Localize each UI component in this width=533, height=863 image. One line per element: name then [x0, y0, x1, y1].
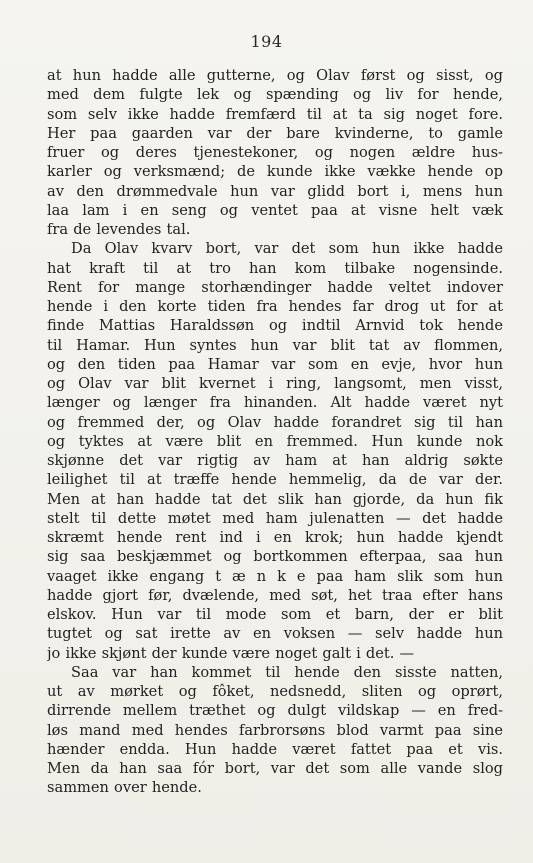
text-line: løs mand med hendes farbrorsøns blod varmt paa sine	[47, 721, 503, 739]
text-line: fra de levendes tal.	[47, 221, 191, 238]
text-line: skjønne det var rigtig av ham at han aldrig søkte	[47, 452, 503, 469]
text-line: og Olav var blit kvernet i ring, langsomt, men visst,	[47, 375, 503, 392]
page-number: 194	[250, 32, 283, 51]
text-line: Saa var han kommet til hende den sisste natten,	[71, 663, 503, 681]
body-text	[47, 66, 503, 798]
text-line: og fremmed der, og Olav hadde forandret sig til han	[47, 413, 503, 431]
text-line: Rent for mange storhændinger hadde veltet indover	[47, 278, 503, 296]
text-line: tugtet og sat irette av en voksen — selv hadde hun	[47, 625, 503, 643]
text-line: til Hamar. Hun syntes hun var blit tat av flommen,	[47, 336, 503, 354]
text-line: Da Olav kvarv bort, var det som hun ikke hadde	[71, 240, 503, 258]
text-line: hende i den korte tiden fra hendes far drog ut for at	[47, 298, 503, 315]
text-line: og den tiden paa Hamar var som en evje, hvor hun	[47, 355, 503, 373]
text-line: fruer og deres tjenestekoner, og nogen ældre hus-	[47, 144, 503, 161]
text-line: laa lam i en seng og ventet paa at visne helt væk	[47, 201, 503, 219]
text-line: og tyktes at være blit en fremmed. Hun kunde nok	[47, 432, 503, 450]
text-line: finde Mattias Haraldssøn og indtil Arnvid tok hende	[47, 317, 503, 335]
text-line: at hun hadde alle gutterne, og Olav først og sisst, og	[47, 67, 503, 84]
text-line: leilighet til at træffe hende hemmelig, da de var der.	[47, 471, 503, 489]
text-line: hat kraft til at tro han kom tilbake nogensinde.	[47, 259, 503, 277]
text-line: vaaget ikke engang t æ n k e paa ham slik som hun	[47, 567, 503, 585]
text-line: karler og verksmænd; de kunde ikke vække hende op	[47, 163, 503, 181]
text-line: sig saa beskjæmmet og bortkommen efterpaa, saa hun	[47, 548, 503, 566]
text-line: stelt til dette møtet med ham julenatten — det hadde	[47, 509, 503, 527]
text-line: jo ikke skjønt der kunde være noget galt i det. —	[47, 644, 415, 662]
text-line: med dem fulgte lek og spænding og liv for hende,	[47, 86, 503, 104]
text-line: dirrende mellem træthet og dulgt vildskap — en fred-	[47, 702, 503, 720]
text-line: længer og længer fra hinanden. Alt hadde været nyt	[47, 394, 503, 412]
text-line: elskov. Hun var til mode som et barn, der er blit	[47, 606, 503, 623]
text-line: av den drømmedvale hun var glidd bort i, mens hun	[47, 182, 503, 200]
text-line: Men at han hadde tat det slik han gjorde, da hun fik	[47, 490, 503, 508]
text-line: som selv ikke hadde fremfærd til at ta sig noget fore.	[47, 105, 503, 123]
text-line: Men da han saa fór bort, var det som alle vande slog	[47, 760, 503, 777]
text-line: hadde gjort før, dvælende, med søt, het traa efter hans	[47, 586, 503, 604]
text-line: sammen over hende.	[47, 779, 202, 797]
text-line: skræmt hende rent ind i en krok; hun hadde kjendt	[47, 529, 503, 546]
text-line: Her paa gaarden var der bare kvinderne, to gamle	[47, 124, 503, 142]
text-line: ut av mørket og fôket, nedsnedd, sliten og oprørt,	[47, 683, 503, 700]
text-line: hænder endda. Hun hadde været fattet paa et vis.	[47, 740, 503, 758]
